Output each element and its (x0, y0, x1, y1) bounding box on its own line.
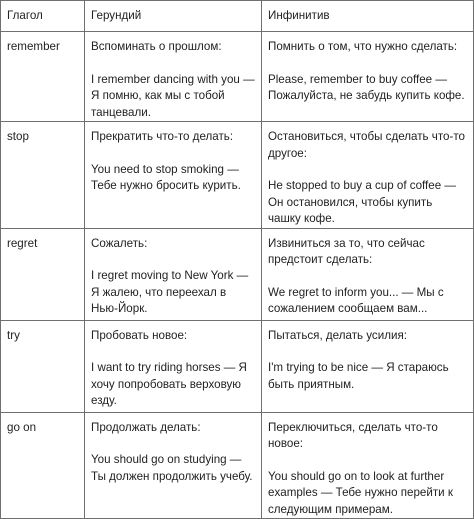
gerund-meaning: Прекратить что-то делать: (91, 130, 234, 143)
infinitive-meaning: Извиниться за то, что сейчас предстоит сделать: (268, 236, 425, 266)
header-gerund: Герундий (85, 1, 262, 32)
infinitive-meaning: Пытаться, делать усилия: (268, 328, 407, 342)
table-row (1, 412, 474, 519)
verb-cell: stop (1, 122, 85, 229)
gerund-meaning: Вспоминать о прошлом: (91, 40, 222, 53)
infinitive-meaning: Остановиться, чтобы сделать что-то другое: (268, 130, 465, 160)
gerund-cell (85, 320, 262, 412)
gerund-example: I regret moving to New York — Я жалею, что переехал в Нью-Йорк. (91, 269, 249, 315)
table-header-row (1, 1, 474, 32)
gerund-example: You should go on studying — Ты должен продолжить учебу. (91, 453, 253, 483)
table-row (1, 32, 474, 122)
gerund-meaning: Сожалеть: (91, 236, 148, 250)
verb-cell: try (1, 320, 85, 412)
verb-cell: regret (1, 228, 85, 320)
table-row (1, 320, 474, 412)
infinitive-cell (262, 228, 474, 320)
gerund-meaning: Продолжать делать: (91, 420, 201, 434)
gerund-example: I want to try riding horses — Я хочу попробовать верховую езду. (91, 361, 247, 407)
table-row (1, 228, 474, 320)
gerund-cell (85, 122, 262, 229)
gerund-example: You need to stop smoking — Тебе нужно бросить курить. (91, 162, 241, 192)
verb-cell: go on (1, 412, 85, 519)
gerund-cell (85, 32, 262, 122)
infinitive-cell (262, 412, 474, 519)
verb-cell: remember (1, 32, 85, 122)
infinitive-meaning: Переключиться, сделать что-то новое: (268, 420, 438, 450)
gerund-cell (85, 412, 262, 519)
infinitive-meaning: Помнить о том, что нужно сделать: (268, 40, 458, 53)
gerund-cell (85, 228, 262, 320)
table-row (1, 122, 474, 229)
gerund-example: I remember dancing with you — Я помню, как мы с тобой танцевали. (91, 72, 255, 119)
infinitive-example: I'm trying to be nice — Я стараюсь быть приятным. (268, 361, 449, 391)
infinitive-example: He stopped to buy a cup of coffee — Он остановился, чтобы купить чашку кофе. (268, 179, 456, 225)
header-infinitive: Инфинитив (262, 1, 474, 32)
infinitive-example: You should go on to look at further examples — Тебе нужно перейти к следующим примерам. (268, 469, 453, 516)
infinitive-cell (262, 122, 474, 229)
infinitive-example: Please, remember to buy coffee — Пожалуйста, не забудь купить кофе. (268, 72, 465, 102)
infinitive-cell (262, 32, 474, 122)
header-verb: Глагол (1, 1, 85, 32)
gerund-meaning: Пробовать новое: (91, 328, 188, 342)
infinitive-cell (262, 320, 474, 412)
infinitive-example: We regret to inform you... — Мы с сожалением сообщаем вам... (268, 285, 444, 315)
